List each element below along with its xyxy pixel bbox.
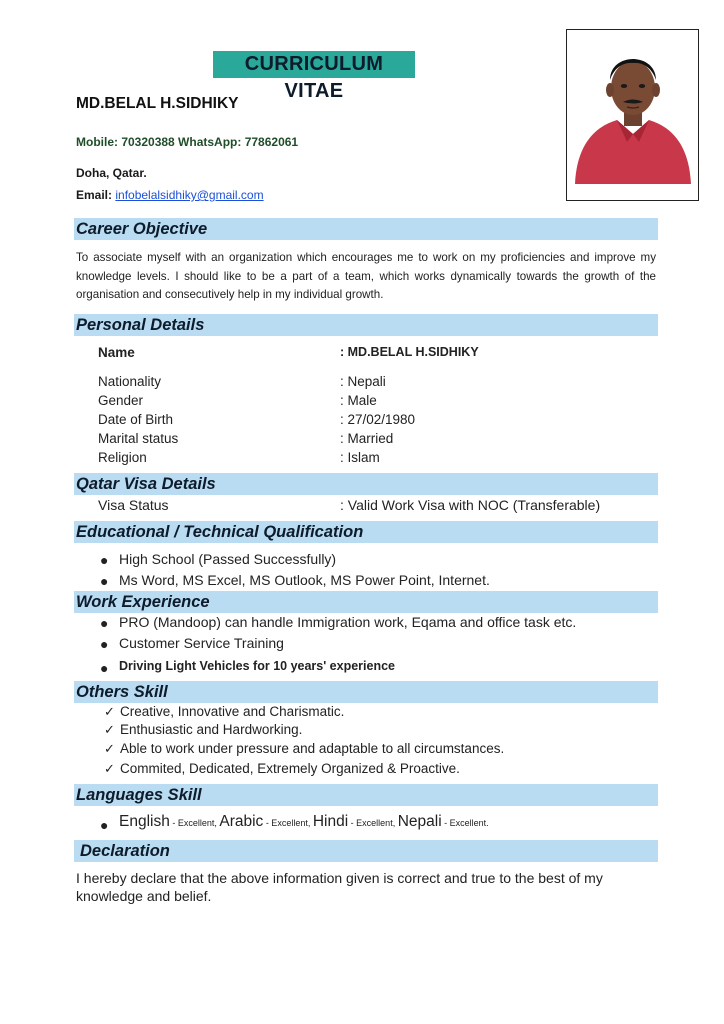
others-skill-heading: Others Skill: [74, 681, 658, 703]
work-item: PRO (Mandoop) can handle Immigration work, Eqama and office task etc.: [119, 614, 577, 630]
bullet-icon: ●: [100, 615, 109, 631]
email-label: Email:: [76, 188, 116, 202]
language-name: Nepali: [397, 813, 442, 830]
profile-photo: [566, 29, 699, 201]
visa-details-heading: Qatar Visa Details: [74, 473, 658, 495]
declaration-heading: Declaration: [74, 840, 658, 862]
skill-item: Able to work under pressure and adaptable to all circumstances.: [120, 741, 505, 756]
personal-row-label: Name: [98, 345, 135, 360]
personal-row-value: : Male: [340, 393, 377, 408]
language-level: - Excellent,: [263, 818, 313, 828]
bullet-icon: ●: [100, 573, 109, 589]
personal-details-heading: Personal Details: [74, 314, 658, 336]
cv-title: CURRICULUM VITAE: [213, 51, 415, 78]
education-item: Ms Word, MS Excel, MS Outlook, MS Power Point, Internet.: [119, 572, 490, 588]
check-icon: ✓: [104, 704, 115, 719]
visa-status-label: Visa Status: [98, 497, 169, 513]
personal-row-value: : 27/02/1980: [340, 412, 416, 427]
location: Doha, Qatar.: [76, 166, 147, 180]
career-objective-text: To associate myself with an organization which encourages me to work on my proficiencies and improve my knowledge levels. I should like to be a part of a team, which works dynamically towards the growth of the organisation and consecutively help in my individual growth.: [76, 251, 656, 301]
language-name: Hindi: [312, 813, 349, 830]
language-level: - Excellent,: [348, 818, 398, 828]
language-name: English: [119, 813, 170, 830]
skill-item: Creative, Innovative and Charismatic.: [120, 704, 345, 719]
education-item: High School (Passed Successfully): [119, 551, 337, 567]
skill-item: Enthusiastic and Hardworking.: [120, 722, 303, 737]
bullet-icon: ●: [100, 552, 109, 568]
personal-row-label: Marital status: [98, 431, 179, 446]
candidate-name: MD.BELAL H.SIDHIKY: [76, 95, 239, 112]
language-level: - Excellent,: [169, 818, 220, 828]
check-icon: ✓: [104, 722, 115, 737]
declaration-text: I hereby declare that the above information given is correct and true to the best of my knowledge and belief.: [76, 870, 603, 904]
languages-line: [119, 813, 489, 831]
profile-photo-image: [567, 30, 698, 200]
bullet-icon: ●: [100, 817, 109, 833]
check-icon: ✓: [104, 741, 115, 756]
work-item: Customer Service Training: [119, 635, 284, 651]
work-item: Driving Light Vehicles for 10 years' experience: [119, 659, 396, 673]
skill-item: Commited, Dedicated, Extremely Organized & Proactive.: [120, 761, 460, 776]
mobile-line: Mobile: 70320388 WhatsApp: 77862061: [76, 135, 299, 149]
career-objective-heading: Career Objective: [74, 218, 658, 240]
check-icon: ✓: [104, 761, 115, 776]
personal-row-value: : MD.BELAL H.SIDHIKY: [340, 345, 479, 359]
email-line: [76, 188, 264, 202]
personal-row-value: : Married: [340, 431, 394, 446]
personal-row-value: : Islam: [340, 450, 380, 465]
language-name: Arabic: [219, 813, 264, 830]
email-link[interactable]: infobelalsidhiky@gmail.com: [115, 188, 264, 202]
work-experience-heading: Work Experience: [74, 591, 658, 613]
language-level: - Excellent.: [441, 818, 489, 828]
languages-skill-heading: Languages Skill: [74, 784, 658, 806]
education-heading: Educational / Technical Qualification: [74, 521, 658, 543]
bullet-icon: ●: [100, 660, 109, 676]
visa-status-value: : Valid Work Visa with NOC (Transferable): [340, 497, 601, 513]
personal-row-label: Nationality: [98, 374, 162, 389]
bullet-icon: ●: [100, 636, 109, 652]
personal-row-label: Religion: [98, 450, 147, 465]
personal-row-label: Gender: [98, 393, 144, 408]
personal-row-value: : Nepali: [340, 374, 386, 389]
personal-row-label: Date of Birth: [98, 412, 174, 427]
